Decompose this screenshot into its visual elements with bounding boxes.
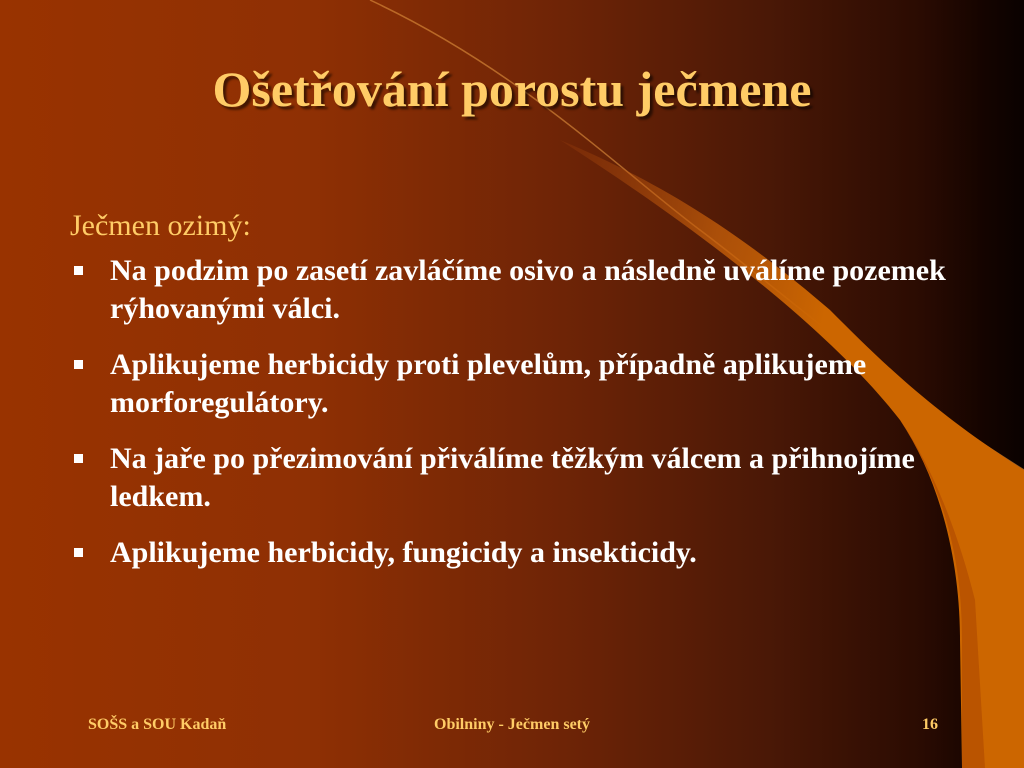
square-bullet-icon bbox=[74, 360, 83, 369]
bullet-text: Na jaře po přezimování přiválíme těžkým válcem a přihnojíme ledkem. bbox=[110, 442, 915, 513]
bullet-text: Aplikujeme herbicidy, fungicidy a insekticidy. bbox=[110, 536, 697, 569]
subheading: Ječmen ozimý: bbox=[70, 209, 251, 242]
square-bullet-icon bbox=[74, 266, 83, 275]
bullet-item bbox=[70, 346, 950, 422]
bullet-text: Aplikujeme herbicidy proti plevelům, případně aplikujeme morforegulátory. bbox=[110, 348, 867, 419]
footer-page-number: 16 bbox=[922, 716, 938, 733]
slide-content bbox=[70, 206, 950, 590]
bullet-list bbox=[70, 252, 950, 572]
footer-topic: Obilniny - Ječmen setý bbox=[434, 716, 590, 733]
square-bullet-icon bbox=[74, 454, 83, 463]
square-bullet-icon bbox=[74, 548, 83, 557]
footer-school-name: SOŠS a SOU Kadaň bbox=[88, 716, 227, 733]
bullet-item bbox=[70, 440, 950, 516]
bullet-text: Na podzim po zasetí zavláčíme osivo a následně uválíme pozemek rýhovanými válci. bbox=[110, 254, 946, 325]
slide-title: Ošetřování porostu ječmene bbox=[212, 61, 812, 117]
bullet-item bbox=[70, 252, 950, 328]
bullet-item bbox=[70, 534, 950, 572]
